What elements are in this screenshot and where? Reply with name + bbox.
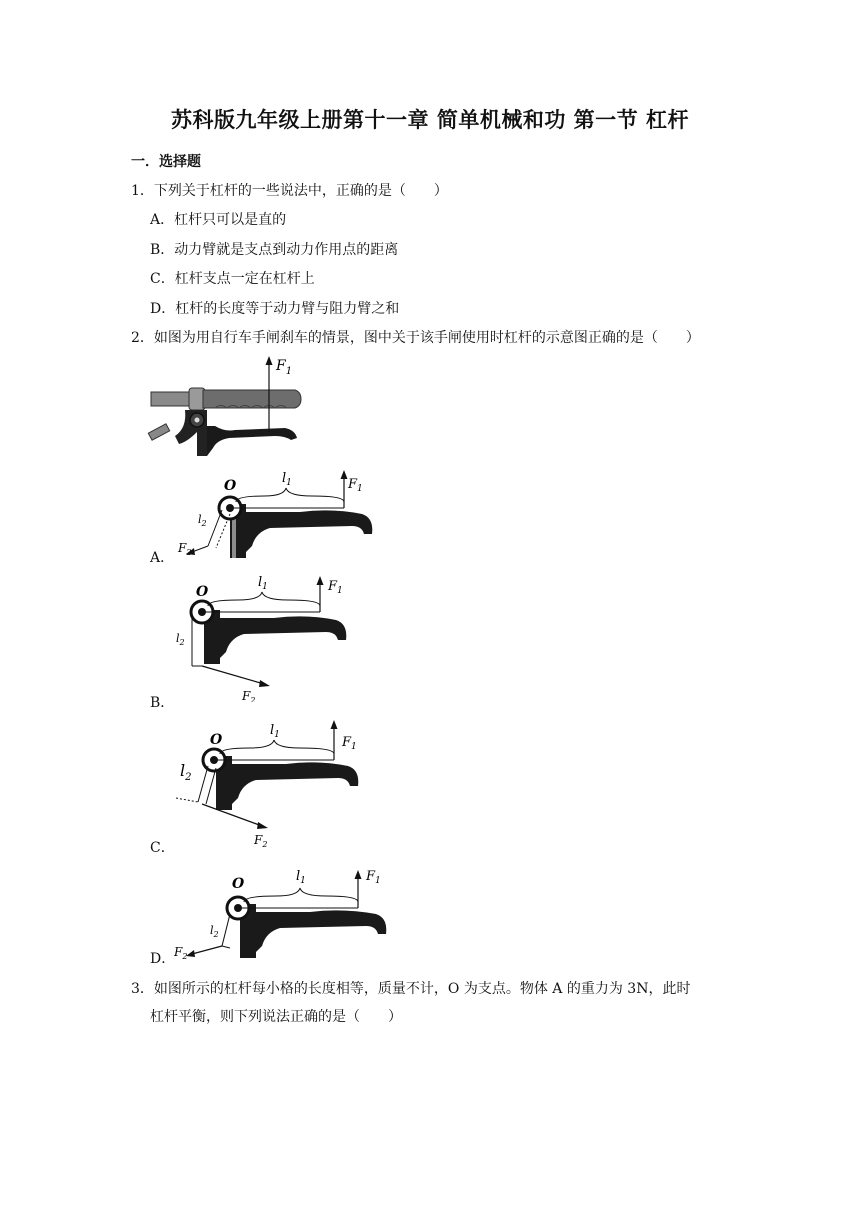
svg-text:l2: $l_2$ [176,632,185,647]
question-1-option-a: A．杠杆只可以是直的 [150,212,287,228]
question-2-option-b: B． [150,695,175,711]
svg-text:l1: $l_1$ [270,723,280,740]
svg-text:l1: $l_1$ [296,869,306,886]
section-heading: 一．选择题 [131,154,201,170]
brake-scene-figure [145,352,315,458]
question-3-stem-line-2: 杠杆平衡，则下列说法正确的是（ ） [150,1009,402,1025]
question-1-option-d: D．杠杆的长度等于动力臂与阻力臂之和 [150,301,400,317]
svg-text:l1: $l_1$ [282,471,292,488]
svg-text:l2: $l_2$ [210,924,219,939]
svg-text:F2: $F_2$ [178,541,192,557]
svg-text:F1: $F_1$ [276,358,293,377]
question-3-stem-line-1: 3．如图所示的杠杆每小格的长度相等，质量不计，O 为支点。物体 A 的重力为 3N，此时 [131,981,691,997]
svg-text:F1: $F_1$ [342,735,357,752]
page-title: 苏科版九年级上册第十一章 简单机械和功 第一节 杠杆 [171,107,689,132]
svg-text:F2: $F_2$ [254,833,268,848]
svg-text:F2: $F_2$ [174,945,188,961]
question-2-option-d: D． [150,951,176,967]
option-a-figure [172,468,382,568]
question-1-option-c: C．杠杆支点一定在杠杆上 [150,271,315,287]
question-2-stem: 2．如图为用自行车手闸刹车的情景，图中关于该手闸使用时杠杆的示意图正确的是（ ） [131,330,700,346]
option-b-figure [172,574,382,702]
svg-text:O: O [232,876,245,892]
svg-text:O: O [210,732,223,748]
svg-text:F1: $F_1$ [348,477,363,494]
question-2-option-c: C． [150,840,175,856]
svg-text:F2: $F_2$ [242,689,256,702]
force-label: F [276,358,286,374]
svg-text:l2: $l_2$ [180,761,192,783]
svg-text:F1: $F_1$ [328,579,343,596]
question-1-stem: 1．下列关于杠杆的一些说法中，正确的是（ ） [131,183,448,199]
option-d-figure [172,862,394,968]
svg-text:O: O [196,584,209,600]
question-2-option-a: A． [150,550,175,566]
question-1-option-b: B．动力臂就是支点到动力作用点的距离 [150,242,399,258]
option-c-figure [172,718,382,848]
svg-text:O: O [224,478,237,494]
svg-text:l1: $l_1$ [258,575,268,592]
svg-text:F1: $F_1$ [366,869,381,886]
svg-text:l2: $l_2$ [198,513,207,528]
